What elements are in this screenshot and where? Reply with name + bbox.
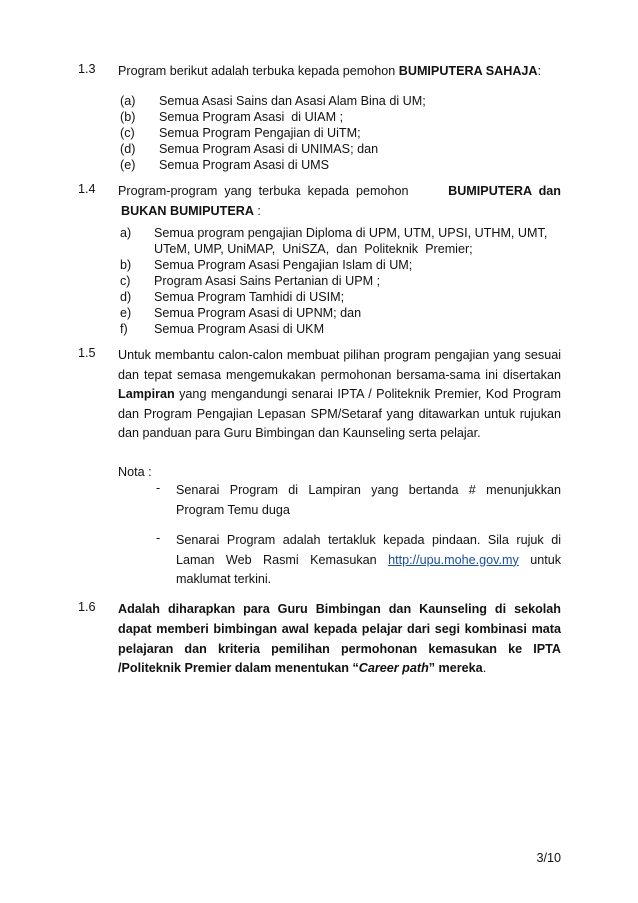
intro-bold: BUMIPUTERA dan xyxy=(448,184,561,198)
career-path-italic: Career path xyxy=(358,661,429,676)
section-number-1-4: 1.4 xyxy=(78,182,96,196)
section-number-1-5: 1.5 xyxy=(78,346,96,360)
document-page: 1.3 Program berikut adalah terbuka kepada pemohon BUMIPUTERA SAHAJA: (a) Semua Asasi Sains dan Asasi Alam Bina di UM; (b) Semua Program Asasi di UIAM ; (c) Semua Program Pengajian di UiTM; (d) Semua Program Asasi di UNIMAS; dan (e) Semua Program Asasi di UMS 1.4 Program-program yang terbuka kepada pemohon BUMIPUTERA dan BUKAN BUMIPUTERA : a) Semua program pengajian Diploma di UPM, UTM, UPSI, UTHM, UMT, UTeM, UMP, UniMAP, UniSZA, dan Politeknik Premier; b) Semua Program Asasi Pengajian Islam di UM; c) Program Asasi Sains Pertanian di UPM ; d) Semua Program Tamhidi di USIM; e) Semua Program Asasi di UPNM; dan f) Semua Program Asasi di UKM 1.5 Untuk membantu calon-calon membuat pilihan program pengajian yang sesuai dan tepat semasa mengemukakan permohonan bersama-sama ini disertakan Lampiran yang mengandungi senarai IPTA / Politeknik Premier, Kod Program dan Program Pengajian Lepasan SPM/Setaraf yang ditawarkan untuk rujukan dan panduan para Guru Bimbingan dan Kaunseling serta pelajar. Nota : - Senarai Program di Lampiran yang bertanda # menunjukkan Program Temu duga - Senarai Program adalah tertakluk kepada pindaan. Sila rujuk di Laman Web Rasmi Kemasukan http://upu.mohe.gov.my untuk maklumat terkini. 1.6 Adalah diharapkan para Guru Bimbingan dan Kaunseling di sekolah dapat memberi bimbingan awal kepada pelajar dari segi kombinasi mata pelajaran dan kriteria pemilihan permohonan kemasukan ke IPTA /Politeknik Premier dalam menentukan “Career path” mereka. 3/10 xyxy=(78,62,562,865)
intro-end: : xyxy=(253,203,261,218)
section-1-3-intro xyxy=(118,62,561,82)
section-1-4-intro xyxy=(118,182,561,221)
intro-text: Program-program yang terbuka kepada pemohon xyxy=(118,184,413,198)
note-1: Senarai Program di Lampiran yang bertanda # menunjukkan Program Temu duga xyxy=(176,483,561,517)
section-number-1-6: 1.6 xyxy=(78,600,96,614)
page-number: 3/10 xyxy=(536,851,561,865)
intro-bold: BUMIPUTERA SAHAJA xyxy=(398,64,538,78)
section-1-6-paragraph: Adalah diharapkan para Guru Bimbingan dan Kaunseling di sekolah dapat memberi bimbingan awal kepada pelajar dari segi kombinasi mata pelajaran dan kriteria pemilihan permohonan kemasukan ke IPTA /Politeknik Premier dalam menentukan “Career path” mereka. xyxy=(118,602,561,676)
upu-website-link[interactable]: http://upu.mohe.gov.my xyxy=(388,552,519,567)
intro-text: Program berikut adalah terbuka kepada pemohon xyxy=(118,64,399,78)
nota-label: Nota : xyxy=(118,465,152,479)
lampiran-bold: Lampiran xyxy=(118,387,175,402)
intro-bold-line2: BUKAN BUMIPUTERA xyxy=(121,203,254,218)
intro-end: : xyxy=(537,64,542,78)
note-2: Senarai Program adalah tertakluk kepada pindaan. Sila rujuk di Laman Web Rasmi Kemasukan http://upu.mohe.gov.my untuk maklumat terkini. xyxy=(176,533,562,586)
note-dash: - xyxy=(156,481,161,495)
note-dash: - xyxy=(156,531,161,545)
section-1-5-paragraph: Untuk membantu calon-calon membuat pilihan program pengajian yang sesuai dan tepat semasa mengemukakan permohonan bersama-sama ini disertakan Lampiran yang mengandungi senarai IPTA / Politeknik Premier, Kod Program dan Program Pengajian Lepasan SPM/Setaraf yang ditawarkan untuk rujukan dan panduan para Guru Bimbingan dan Kaunseling serta pelajar. xyxy=(118,348,561,441)
section-number-1-3: 1.3 xyxy=(78,62,96,76)
